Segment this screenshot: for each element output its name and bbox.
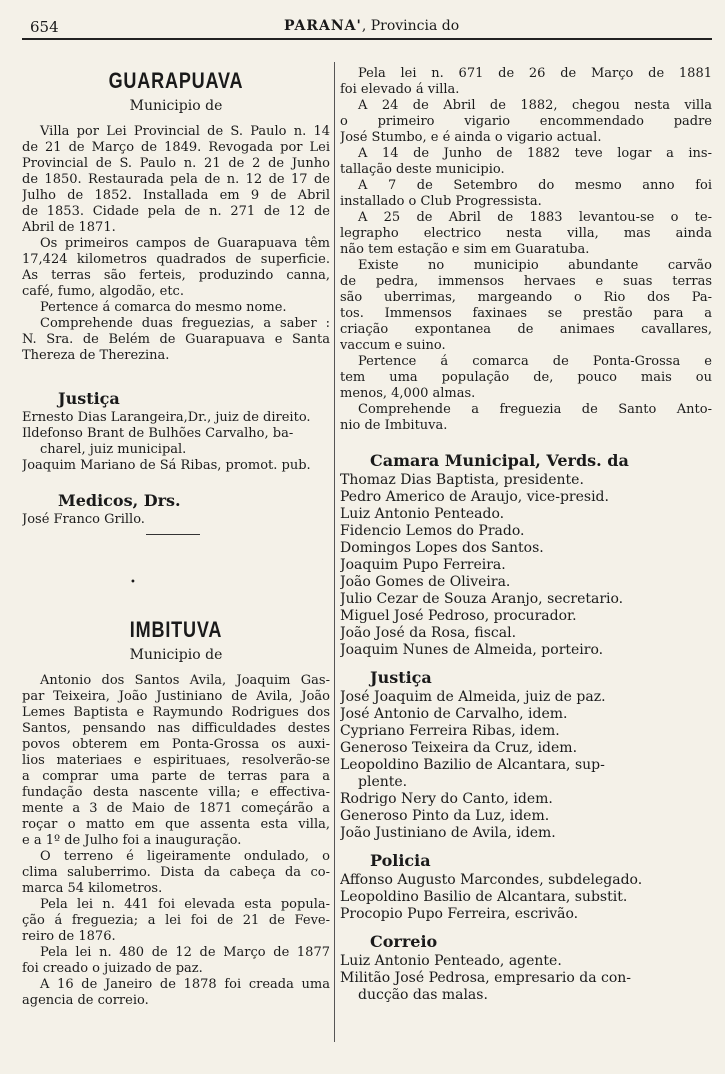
official-entry: José Joaquim de Almeida, juiz de paz. — [340, 689, 606, 705]
council-member: Joaquim Nunes de Almeida, porteiro. — [340, 642, 604, 658]
imbituva-justica-list — [340, 689, 712, 842]
text-line: A 16 de Janeiro de 1878 foi creada uma — [40, 977, 330, 992]
page-number: 654 — [30, 18, 59, 36]
text-line: de 1853. Cidade pela de n. 271 de 12 de — [22, 204, 330, 219]
text-line: marca 54 kilometros. — [22, 881, 163, 896]
council-member: Domingos Lopes dos Santos. — [340, 540, 544, 556]
correio-list — [340, 953, 712, 1004]
council-member: Luiz Antonio Penteado. — [340, 506, 505, 522]
text-line: Villa por Lei Provincial de S. Paulo n. 14 — [40, 124, 330, 139]
official-entry: Affonso Augusto Marcondes, subdelegado. — [340, 872, 643, 888]
text-line: Os primeiros campos de Guarapuava têm — [40, 236, 330, 251]
official-entry: Ildefonso Brant de Bulhões Carvalho, ba- — [22, 426, 294, 441]
text-line: criação expontanea de animaes cavallares, — [340, 322, 712, 337]
policia-heading: Policia — [370, 851, 431, 870]
text-line: lios materiaes e espirituaes, resolverão-se — [22, 753, 330, 768]
text-line: foi creado o juizado de paz. — [22, 961, 203, 976]
text-line: são uberrimas, margeando o Rio dos Pa- — [340, 290, 712, 305]
text-line: vaccum e suino. — [340, 338, 446, 353]
imbituva-freguezia-paragraph — [22, 897, 330, 945]
text-line: Thereza de Therezina. — [22, 348, 170, 363]
running-header — [22, 14, 712, 40]
text-line: Pertence á comarca de Ponta-Grossa e — [358, 354, 712, 369]
text-line: reiro de 1876. — [22, 929, 116, 944]
imbituva-continued-paragraphs — [340, 66, 712, 434]
left-column — [22, 66, 330, 1009]
council-member: Miguel José Pedroso, procurador. — [340, 608, 577, 624]
official-entry: Generoso Teixeira da Cruz, idem. — [340, 740, 578, 756]
text-line: par Teixeira, João Justiniano de Avila, João — [22, 689, 330, 704]
text-line: Julho de 1852. Installada em 9 de Abril — [22, 188, 330, 203]
official-entry: charel, juiz municipal. — [40, 442, 187, 457]
policia-list — [340, 872, 712, 923]
running-title — [284, 18, 459, 34]
text-line: povos obterem em Ponta-Grossa os auxi- — [22, 737, 330, 752]
guarapuava-comarca-line: Pertence á comarca do mesmo nome. — [40, 300, 287, 315]
text-line: Provincial de S. Paulo n. 21 de 2 de Junho — [22, 156, 330, 171]
text-line: Comprehende a freguezia de Santo Anto- — [358, 402, 712, 417]
text-line: não tem estação e sim em Guaratuba. — [340, 242, 590, 257]
guarapuava-medicos-heading: Medicos, Drs. — [58, 491, 181, 510]
imbituva-founding-paragraph — [22, 673, 330, 849]
guarapuava-justica-heading: Justiça — [58, 389, 120, 408]
text-line: O terreno é ligeiramente ondulado, o — [40, 849, 330, 864]
doctor-entry: José Franco Grillo. — [22, 512, 145, 527]
text-line: legrapho electrico nesta villa, mas ainda — [340, 226, 712, 241]
official-entry: Joaquim Mariano de Sá Ribas, promot. pub. — [22, 458, 311, 473]
text-line: José Stumbo, e é ainda o vigario actual. — [340, 130, 602, 145]
imbituva-subtitle: Municipio de — [129, 647, 223, 663]
council-member: Thomaz Dias Baptista, presidente. — [340, 472, 584, 488]
camara-members-list — [340, 472, 712, 659]
text-line: e a 1º de Julho foi a inauguração. — [22, 833, 242, 848]
official-entry: Luiz Antonio Penteado, agente. — [340, 953, 562, 969]
council-member: Julio Cezar de Souza Aranjo, secretario. — [340, 591, 624, 607]
text-line: ção á freguezia; a lei foi de 21 de Feve- — [22, 913, 330, 928]
text-line: tos. Immensos faxinaes se prestão para a — [340, 306, 712, 321]
guarapuava-title: GUARAPUAVA — [108, 68, 244, 93]
official-entry: Ernesto Dias Larangeira,Dr., juiz de direito. — [22, 410, 311, 425]
imbituva-correio-paragraph — [22, 977, 330, 1009]
stray-mark: • — [130, 577, 136, 588]
text-line: a comprar uma parte de terras para a — [22, 769, 330, 784]
text-line: installado o Club Progressista. — [340, 194, 542, 209]
running-title-rest: , Provincia do — [361, 18, 460, 34]
official-entry: Leopoldino Basilio de Alcantara, substit. — [340, 889, 628, 905]
text-line: menos, 4,000 almas. — [340, 386, 476, 401]
official-entry: Leopoldino Bazilio de Alcantara, sup- — [340, 757, 605, 773]
text-line: roçar o matto em que assenta esta villa, — [22, 817, 330, 832]
imbituva-title: IMBITUVA — [129, 617, 223, 642]
right-column — [340, 66, 712, 1004]
imbituva-justica-heading: Justiça — [370, 668, 432, 687]
official-entry: Militão José Pedrosa, empresario da con- — [340, 970, 632, 986]
text-line: de pedra, immensos hervaes e suas terras — [340, 274, 712, 289]
text-line: Antonio dos Santos Avila, Joaquim Gas- — [40, 673, 330, 688]
text-line: de 21 de Março de 1849. Revogada por Lei — [22, 140, 330, 155]
text-line: N. Sra. de Belém de Guarapuava e Santa — [22, 332, 330, 347]
official-entry: João Justiniano de Avila, idem. — [340, 825, 556, 841]
text-line: Pela lei n. 671 de 26 de Março de 1881 — [358, 66, 712, 81]
text-line: As terras são ferteis, produzindo canna, — [22, 268, 330, 283]
text-line: café, fumo, algodão, etc. — [22, 284, 184, 299]
text-line: Lemes Baptista e Raymundo Rodrigues dos — [22, 705, 330, 720]
council-member: João José da Rosa, fiscal. — [340, 625, 517, 641]
text-line: agencia de correio. — [22, 993, 149, 1008]
official-entry: Generoso Pinto da Luz, idem. — [340, 808, 550, 824]
guarapuava-subtitle: Municipio de — [129, 98, 223, 114]
running-title-bold: PARANA' — [284, 18, 362, 34]
council-member: Fidencio Lemos do Prado. — [340, 523, 525, 539]
text-line: Pela lei n. 480 de 12 de Março de 1877 — [40, 945, 330, 960]
text-line: foi elevado á villa. — [340, 82, 460, 97]
text-line: A 24 de Abril de 1882, chegou nesta villa — [358, 98, 712, 113]
text-line: A 7 de Setembro do mesmo anno foi — [358, 178, 712, 193]
text-line: Pela lei n. 441 foi elevada esta popula- — [40, 897, 330, 912]
imbituva-terrain-paragraph — [22, 849, 330, 897]
council-member: Pedro Americo de Araujo, vice-presid. — [340, 489, 609, 505]
council-member: Joaquim Pupo Ferreira. — [340, 557, 506, 573]
text-line: Comprehende duas freguezias, a saber : — [40, 316, 330, 331]
official-entry: José Antonio de Carvalho, idem. — [340, 706, 568, 722]
correio-heading: Correio — [370, 932, 438, 951]
text-line: mente a 3 de Maio de 1871 começárão a — [22, 801, 330, 816]
text-line: Santos, pensando nas difficuldades destes — [22, 721, 330, 736]
official-entry: plente. — [358, 774, 408, 790]
official-entry: Procopio Pupo Ferreira, escrivão. — [340, 906, 579, 922]
text-line: Abril de 1871. — [22, 220, 116, 235]
text-line: tallação deste municipio. — [340, 162, 505, 177]
camara-municipal-heading: Camara Municipal, Verds. da — [370, 451, 629, 470]
text-line: o primeiro vigario encommendado padre — [340, 114, 712, 129]
text-line: fundação desta nascente villa; e effectiva- — [22, 785, 330, 800]
text-line: Existe no municipio abundante carvão — [358, 258, 712, 273]
text-line: de 1850. Restaurada pela de n. 12 de 17 de — [22, 172, 330, 187]
guarapuava-freguezias-paragraph — [22, 316, 330, 364]
council-member: João Gomes de Oliveira. — [340, 574, 511, 590]
text-line: nio de Imbituva. — [340, 418, 448, 433]
official-entry: Cypriano Ferreira Ribas, idem. — [340, 723, 560, 739]
imbituva-juizado-paragraph — [22, 945, 330, 977]
text-line: 17,424 kilometros quadrados de superficie. — [22, 252, 330, 267]
guarapuava-land-paragraph — [22, 236, 330, 300]
column-divider — [334, 62, 335, 1042]
official-entry: ducção das malas. — [358, 987, 488, 1003]
text-line: A 25 de Abril de 1883 levantou-se o te- — [358, 210, 712, 225]
guarapuava-justica-list — [22, 410, 330, 474]
official-entry: Rodrigo Nery do Canto, idem. — [340, 791, 553, 807]
guarapuava-medicos-list — [22, 512, 330, 528]
text-line: tem uma população de, pouco mais ou — [340, 370, 712, 385]
text-line: A 14 de Junho de 1882 teve logar a ins- — [358, 146, 712, 161]
guarapuava-history-paragraph — [22, 124, 330, 236]
text-line: clima saluberrimo. Dista da cabeça da co- — [22, 865, 330, 880]
